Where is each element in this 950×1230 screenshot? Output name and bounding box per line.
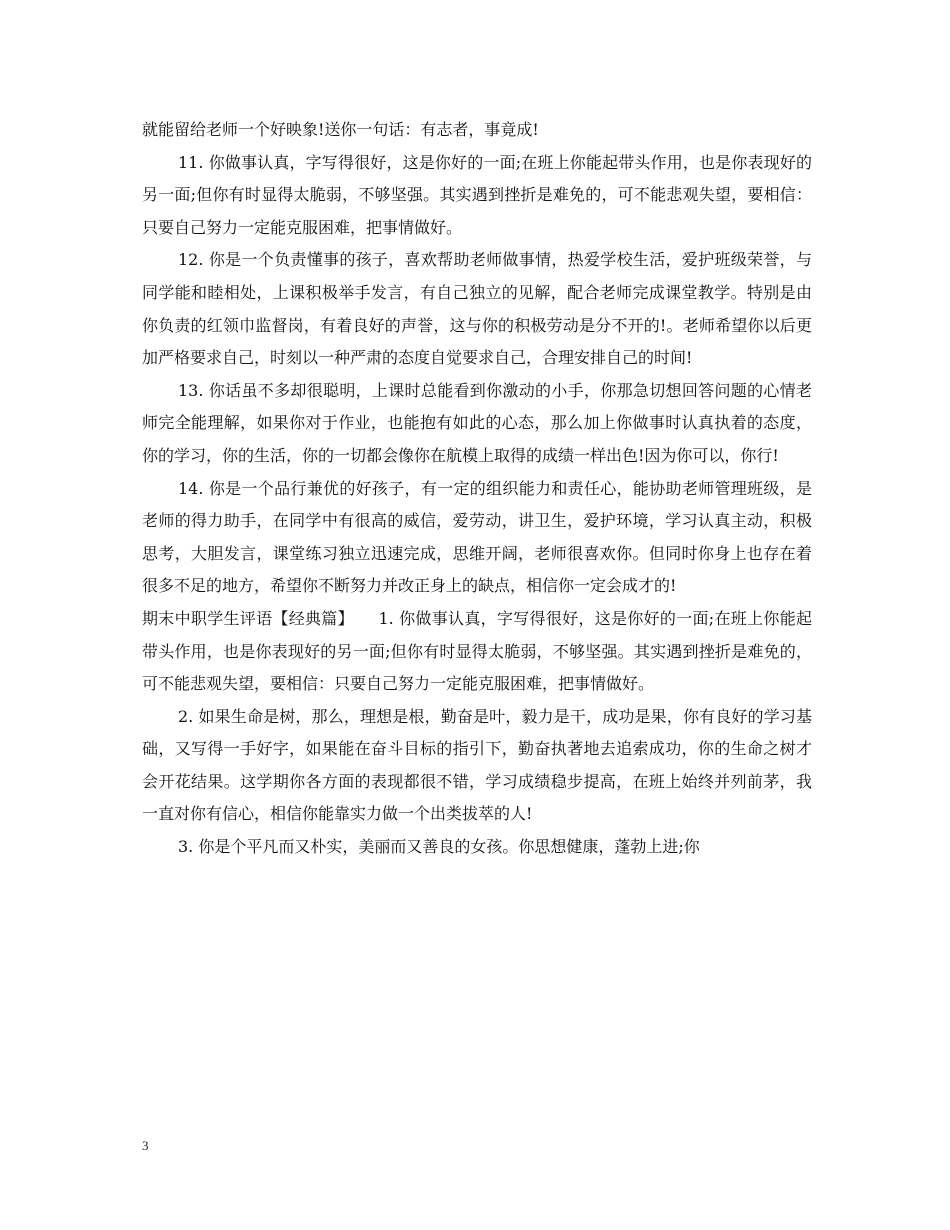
paragraph-comment-11: 11. 你做事认真，字写得很好，这是你好的一面;在班上你能起带头作用，也是你表现好的另一面;但你有时显得太脆弱，不够坚强。其实遇到挫折是难免的，可不能悲观失望，要相信：只要自己努力一定能克服困难，把事情做好。 [142, 152, 812, 237]
document-body [142, 114, 812, 864]
paragraph-comment-14: 14. 你是一个品行兼优的好孩子，有一定的组织能力和责任心，能协助老师管理班级，是老师的得力助手，在同学中有很高的威信，爱劳动，讲卫生，爱护环境，学习认真主动，积极思考，大胆发言，课堂练习独立迅速完成，思维开阔，老师很喜欢你。但同时你身上也存在着很多不足的地方，希望你不断努力并改正身上的缺点，相信你一定会成才的! [142, 478, 812, 596]
paragraph-classic-section-comment-1: 期末中职学生评语【经典篇】 1. 你做事认真，字写得很好，这是你好的一面;在班上你能起带头作用，也是你表现好的另一面;但你有时显得太脆弱，不够坚强。其实遇到挫折是难免的，可不能悲观失望，要相信：只要自己努力一定能克服困难，把事情做好。 [142, 608, 812, 694]
paragraph-comment-2: 2. 如果生命是树，那么，理想是根，勤奋是叶，毅力是干，成功是果，你有良好的学习基础，又写得一手好字，如果能在奋斗目标的指引下，勤奋执著地去追索成功，你的生命之树才会开花结果。这学期你各方面的表现都很不错，学习成绩稳步提高，在班上始终并列前茅，我一直对你有信心，相信你能靠实力做一个出类拔萃的人! [142, 706, 812, 824]
paragraph-comment-13: 13. 你话虽不多却很聪明，上课时总能看到你激动的小手，你那急切想回答问题的心情老师完全能理解，如果你对于作业，也能抱有如此的心态，那么加上你做事时认真执着的态度，你的学习，你的生活，你的一切都会像你在航模上取得的成绩一样出色!因为你可以，你行! [142, 380, 812, 465]
paragraph-comment-12: 12. 你是一个负责懂事的孩子，喜欢帮助老师做事情，热爱学校生活，爱护班级荣誉，与同学能和睦相处，上课积极举手发言，有自己独立的见解，配合老师完成课堂教学。特别是由你负责的红领巾监督岗，有着良好的声誉，这与你的积极劳动是分不开的!。老师希望你以后更加严格要求自己，时刻以一种严肃的态度自觉要求自己，合理安排自己的时间! [142, 250, 812, 368]
paragraph-comment-3: 3. 你是个平凡而又朴实，美丽而又善良的女孩。你思想健康，蓬勃上进;你 [178, 837, 700, 857]
paragraph-continuation: 就能留给老师一个好映象!送你一句话：有志者，事竟成! [142, 120, 539, 139]
page-number: 3 [142, 1138, 149, 1153]
